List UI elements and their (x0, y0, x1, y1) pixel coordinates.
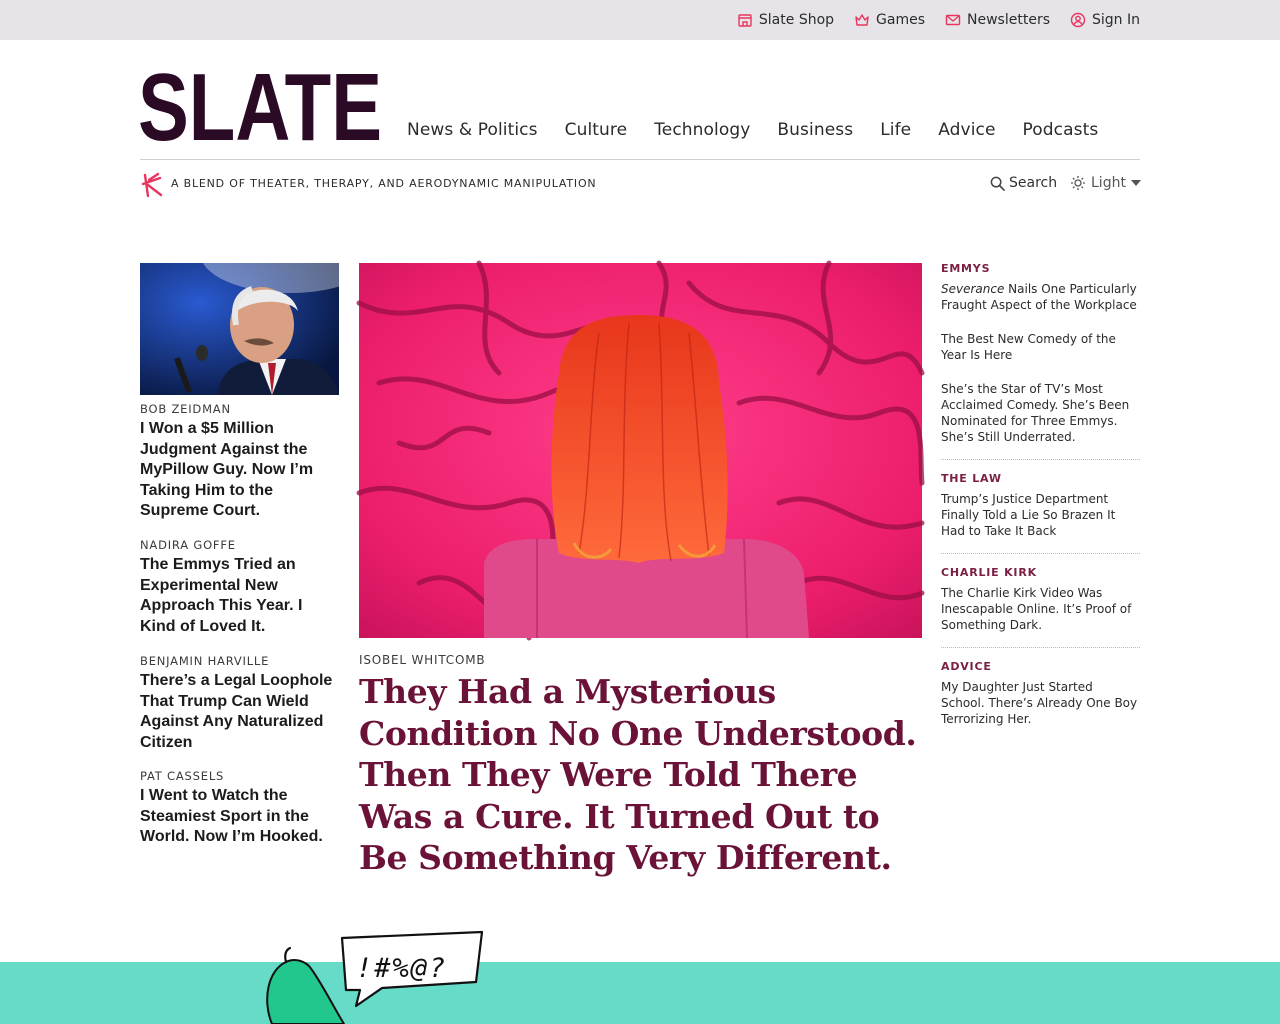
rail-link[interactable]: My Daughter Just Started School. There’s Already One Boy Terrorizing Her. (941, 680, 1138, 726)
nav-culture[interactable]: Culture (564, 120, 628, 140)
headline-link[interactable]: I Went to Watch the Steamiest Sport in the World. Now I’m Hooked. (140, 787, 323, 845)
byline[interactable]: PAT CASSELS (140, 769, 225, 783)
story-photo-mypillow[interactable] (140, 263, 339, 395)
byline[interactable]: BOB ZEIDMAN (140, 402, 231, 416)
rail-divider (941, 459, 1140, 460)
rail-divider (941, 553, 1140, 554)
section-kicker[interactable]: THE LAW (941, 472, 1002, 485)
utility-bar (0, 0, 1280, 40)
nav-advice[interactable]: Advice (938, 120, 996, 140)
nav-business[interactable]: Business (777, 120, 854, 140)
rail-section-advice (941, 660, 1140, 727)
hero-illustration[interactable] (359, 263, 922, 638)
rail-section-emmys (941, 262, 1140, 445)
headline-link[interactable]: The Emmys Tried an Experimental New Approach This Year. I Kind of Loved It. (140, 556, 303, 635)
theme-toggle[interactable] (1070, 175, 1141, 191)
rail-divider (941, 647, 1140, 648)
slate-asterisk-icon (140, 172, 164, 198)
left-story-3 (140, 654, 339, 753)
promo-band[interactable] (0, 962, 1280, 1024)
shop-icon (737, 12, 753, 28)
speech-text: !#%@? (356, 953, 448, 984)
sign-in-link[interactable] (1070, 12, 1140, 28)
tagline-row (140, 172, 1140, 198)
section-kicker[interactable]: ADVICE (941, 660, 992, 673)
promo-illustration[interactable] (260, 930, 490, 1024)
games-label: Games (876, 12, 926, 28)
slate-logo-text: SLATE (138, 54, 382, 161)
rail-link[interactable]: The Best New Comedy of the Year Is Here (941, 332, 1116, 362)
show-title: Severance (941, 282, 1005, 296)
main-nav (407, 120, 1098, 140)
slate-shop-link[interactable] (737, 12, 834, 28)
theme-label: Light (1091, 175, 1126, 191)
user-icon (1070, 12, 1086, 28)
games-icon (854, 12, 870, 28)
nav-life[interactable]: Life (880, 120, 912, 140)
rail-link[interactable]: The Charlie Kirk Video Was Inescapable Online. It’s Proof of Something Dark. (941, 586, 1132, 632)
newsletters-link[interactable] (945, 12, 1050, 28)
section-kicker[interactable]: EMMYS (941, 262, 991, 275)
headline-link[interactable]: There’s a Legal Loophole That Trump Can Wield Against Any Naturalized Citizen (140, 672, 333, 751)
headline-link[interactable]: I Won a $5 Million Judgment Against the MyPillow Guy. Now I’m Taking Him to the Supreme Court. (140, 420, 314, 519)
newsletters-label: Newsletters (967, 12, 1050, 28)
byline[interactable]: BENJAMIN HARVILLE (140, 654, 270, 668)
tagline: A BLEND OF THEATER, THERAPY, AND AERODYNAMIC MANIPULATION (171, 177, 597, 190)
slate-logo[interactable] (138, 54, 382, 161)
search-icon (990, 176, 1005, 191)
hero-byline[interactable]: ISOBEL WHITCOMB (359, 653, 486, 667)
rail-link[interactable]: She’s the Star of TV’s Most Acclaimed Comedy. She’s Been Nominated for Three Emmys. She’s Still Underrated. (941, 382, 1130, 444)
left-column (140, 263, 339, 845)
newsletter-icon (945, 12, 961, 28)
rail-section-charlie-kirk (941, 566, 1140, 633)
search-label: Search (1009, 175, 1058, 191)
hero-story (359, 263, 922, 877)
left-story-2 (140, 538, 339, 637)
rail-section-law (941, 472, 1140, 539)
section-kicker[interactable]: CHARLIE KIRK (941, 566, 1037, 579)
sun-icon (1070, 175, 1086, 191)
photo-illustration (140, 263, 339, 395)
byline[interactable]: NADIRA GOFFE (140, 538, 236, 552)
games-link[interactable] (854, 12, 925, 28)
left-story-4 (140, 769, 339, 848)
rail-link[interactable]: Trump’s Justice Department Finally Told a Lie So Brazen It Had to Take It Back (941, 492, 1116, 538)
nav-podcasts[interactable]: Podcasts (1022, 120, 1099, 140)
nav-technology[interactable]: Technology (654, 120, 751, 140)
nav-news-politics[interactable]: News & Politics (407, 120, 538, 140)
slate-shop-label: Slate Shop (758, 12, 835, 28)
search-button[interactable] (990, 175, 1057, 191)
caret-down-icon (1131, 179, 1141, 187)
sign-in-label: Sign In (1092, 12, 1140, 28)
site-header (140, 40, 1140, 160)
hero-headline[interactable]: They Had a Mysterious Condition No One Understood. Then They Were Told There Was a Cure. It Turned Out to Be Something Very Different. (359, 672, 917, 877)
rail-link[interactable] (941, 281, 1140, 313)
hero-artwork (359, 263, 922, 638)
rail-link-text: Nails One Particularly Fraught Aspect of the Workplace (941, 282, 1137, 312)
utility-links (737, 0, 1140, 40)
left-story-1 (140, 402, 339, 522)
